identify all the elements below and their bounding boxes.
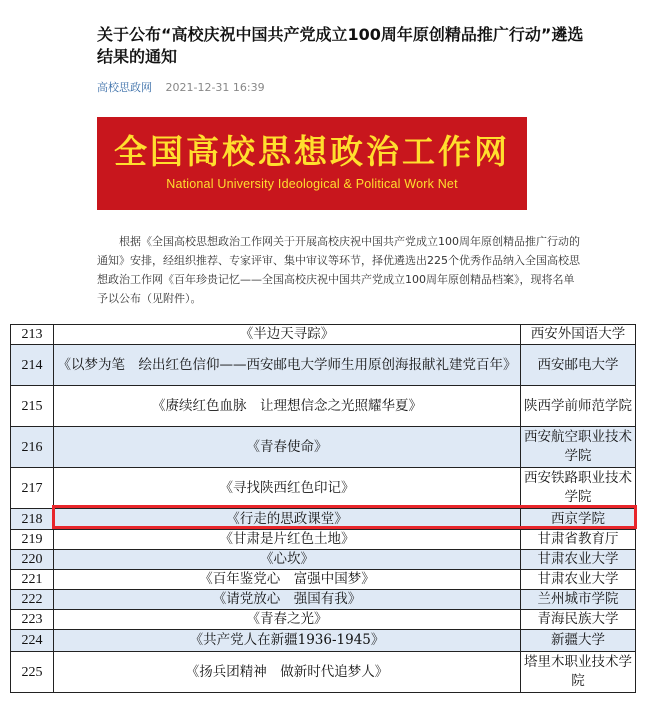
school-name: 西安铁路职业技术学院: [521, 468, 636, 509]
work-title: 《心坎》: [54, 550, 521, 570]
school-name: 青海民族大学: [521, 610, 636, 630]
school-name: 新疆大学: [521, 630, 636, 652]
article-date: 2021-12-31 16:39: [165, 81, 265, 94]
work-title: 《百年鉴党心 富强中国梦》: [54, 570, 521, 590]
school-name: 甘肃农业大学: [521, 570, 636, 590]
intro-paragraph: 根据《全国高校思想政治工作网关于开展高校庆祝中国共产党成立100周年原创精品推广行动的通知》安排，经组织推荐、专家评审、集中审议等环节，择优遴选出225个优秀作品纳入全国高校思想政治工作网《百年珍贵记忆——全国高校庆祝中国共产党成立100周年原创精品档案》，现将名单予以公布（见附件）。: [97, 235, 580, 305]
banner-chinese-title: 全国高校思想政治工作网: [114, 132, 510, 171]
work-title: 《扬兵团精神 做新时代追梦人》: [54, 652, 521, 693]
row-number: 213: [11, 325, 54, 345]
row-number: 220: [11, 550, 54, 570]
table-row: [11, 652, 636, 693]
row-number: 223: [11, 610, 54, 630]
table-row: [11, 427, 636, 468]
work-title: 《以梦为笔 绘出红色信仰——西安邮电大学师生用原创海报献礼建党百年》: [54, 345, 521, 386]
table-row: [11, 325, 636, 345]
banner-image: [97, 117, 527, 210]
school-name: 塔里木职业技术学院: [521, 652, 636, 693]
table-row: [11, 345, 636, 386]
row-number: 217: [11, 468, 54, 509]
school-name: 西安邮电大学: [521, 345, 636, 386]
row-number: 219: [11, 530, 54, 550]
school-name: 甘肃农业大学: [521, 550, 636, 570]
school-name: 陕西学前师范学院: [521, 386, 636, 427]
table-row: [11, 550, 636, 570]
row-number: 215: [11, 386, 54, 427]
row-number: 216: [11, 427, 54, 468]
school-name: 兰州城市学院: [521, 590, 636, 610]
results-table: [10, 324, 636, 693]
article-source-link[interactable]: 高校思政网: [97, 81, 152, 94]
row-number: 225: [11, 652, 54, 693]
row-number: 222: [11, 590, 54, 610]
table-row: [11, 590, 636, 610]
table-row: [11, 468, 636, 509]
article-meta: [97, 79, 265, 95]
work-title: 《寻找陕西红色印记》: [54, 468, 521, 509]
work-title: 《赓续红色血脉 让理想信念之光照耀华夏》: [54, 386, 521, 427]
article-title: 关于公布“高校庆祝中国共产党成立100周年原创精品推广行动”遴选结果的通知: [97, 25, 584, 66]
work-title: 《青春之光》: [54, 610, 521, 630]
work-title: 《请党放心 强国有我》: [54, 590, 521, 610]
row-number: 221: [11, 570, 54, 590]
work-title: 《共产党人在新疆1936-1945》: [54, 630, 521, 652]
school-name: 西京学院: [521, 509, 636, 530]
table-row: [11, 570, 636, 590]
row-number: 214: [11, 345, 54, 386]
work-title: 《甘肃是片红色土地》: [54, 530, 521, 550]
table-row: [11, 610, 636, 630]
table-row: [11, 386, 636, 427]
school-name: 西安外国语大学: [521, 325, 636, 345]
table-row: [11, 630, 636, 652]
table-row: [11, 530, 636, 550]
table-row: [11, 509, 636, 530]
row-number: 218: [11, 509, 54, 530]
work-title: 《行走的思政课堂》: [54, 509, 521, 530]
banner-english-title: National University Ideological & Political Work Net: [166, 177, 458, 191]
school-name: 甘肃省教育厅: [521, 530, 636, 550]
row-number: 224: [11, 630, 54, 652]
work-title: 《青春使命》: [54, 427, 521, 468]
work-title: 《半边天寻踪》: [54, 325, 521, 345]
school-name: 西安航空职业技术学院: [521, 427, 636, 468]
